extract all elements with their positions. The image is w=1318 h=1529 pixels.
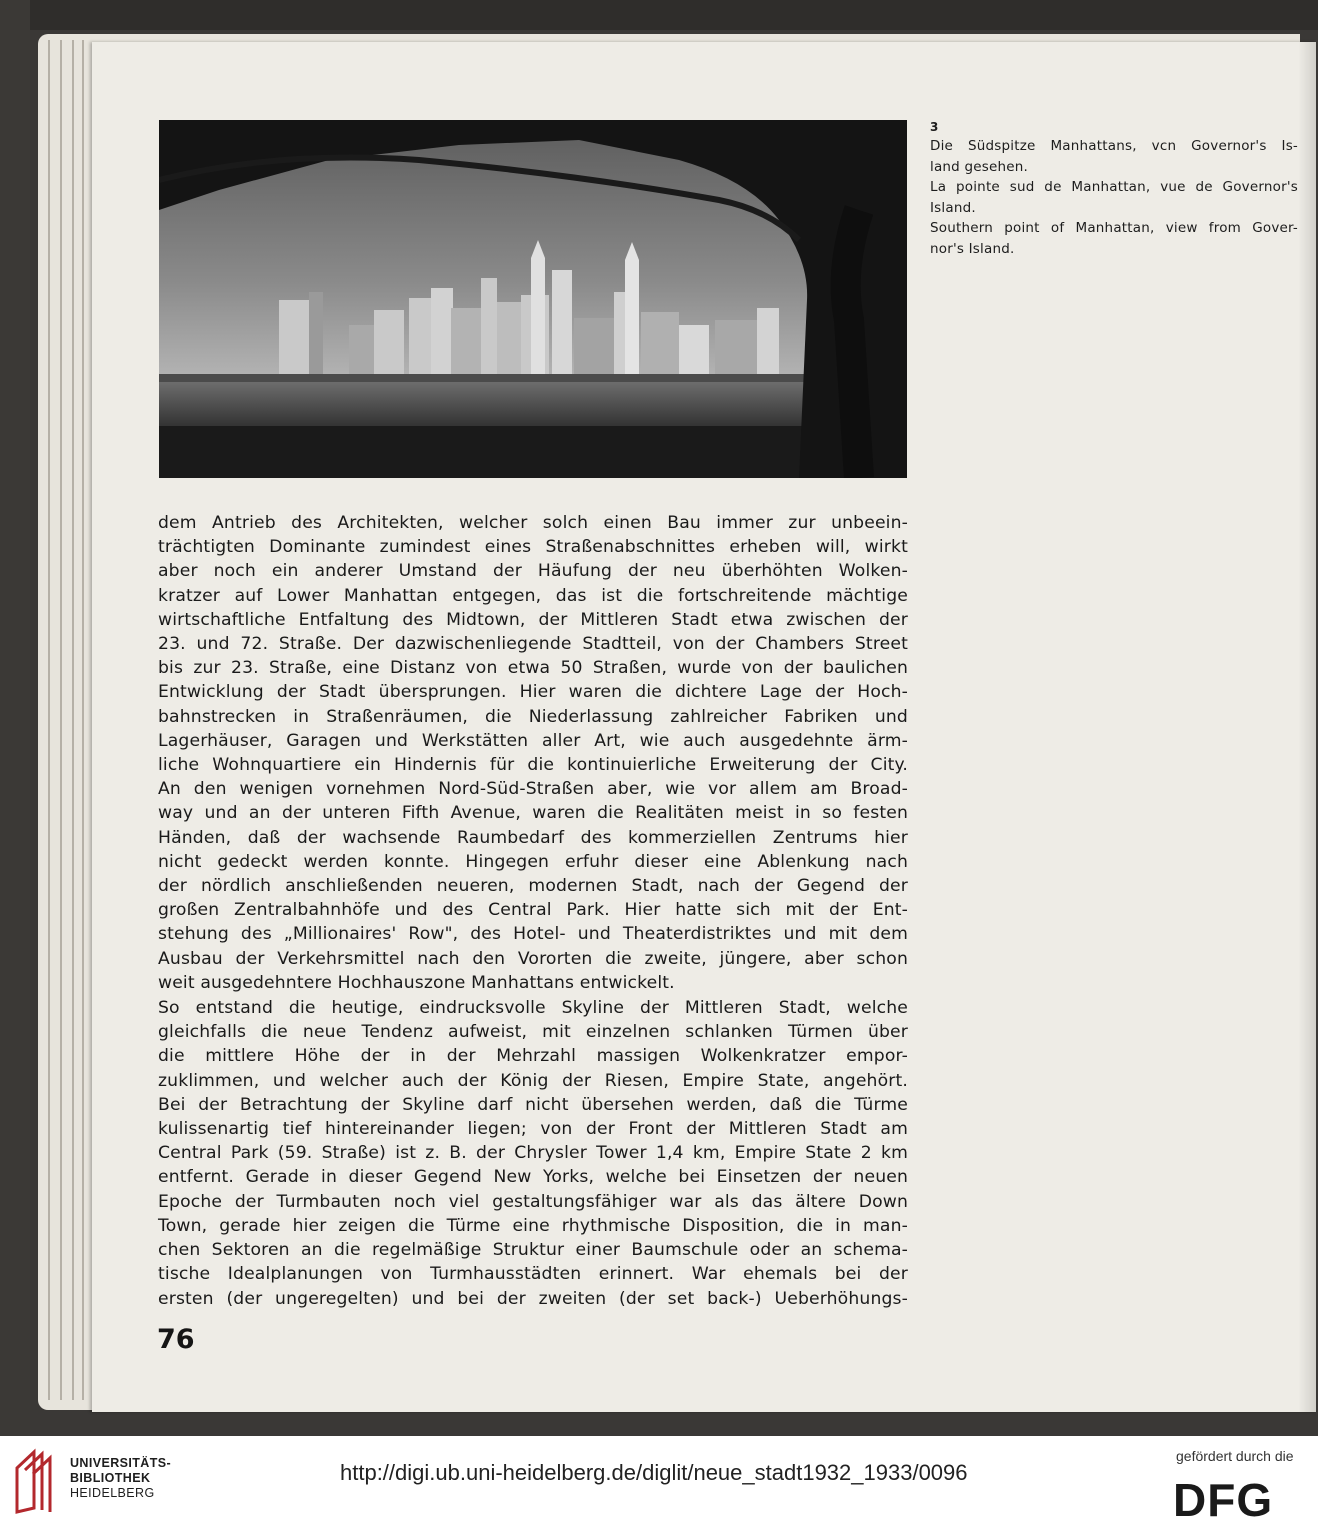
page-edge-line xyxy=(72,40,74,1400)
page-edge-line xyxy=(82,40,84,1400)
text-line: dem Antrieb des Architekten, welcher solch einen Bau immer zur unbeein- xyxy=(158,513,908,533)
scanner-background xyxy=(0,0,1318,30)
text-line: liche Wohnquartiere ein Hindernis für die kontinuierliche Erweiterung der City. xyxy=(158,755,908,776)
funding-label: gefördert durch die xyxy=(1176,1448,1294,1464)
page-number: 76 xyxy=(157,1324,195,1355)
page-edge-line xyxy=(48,40,50,1400)
text-line: Central Park (59. Straße) ist z. B. der Chrysler Tower 1,4 km, Empire State 2 km xyxy=(158,1143,908,1164)
text-line: Town, gerade hier zeigen die Türme eine rhythmische Disposition, die in man- xyxy=(158,1215,908,1236)
library-name-line: UNIVERSITÄTS- xyxy=(70,1456,172,1470)
text-line: stehung des „Millionaires' Row", des Hotel- und Theaterdistriktes und mit dem xyxy=(158,924,908,945)
text-line: wirtschaftliche Entfaltung des Midtown, der Mittleren Stadt etwa zwischen der xyxy=(158,609,908,630)
text-line: Entwicklung der Stadt übersprungen. Hier waren die dichtere Lage der Hoch- xyxy=(158,682,908,703)
text-line: trächtigten Dominante zumindest eines Straßenabschnittes erheben will, wirkt xyxy=(158,537,908,558)
text-line: zuklimmen, und welcher auch der König der Riesen, Empire State, angehört. xyxy=(158,1070,908,1091)
text-line: bahnstrecken in Straßenräumen, die Niederlassung zahlreicher Fabriken und xyxy=(158,706,908,727)
text-line: So entstand die heutige, eindrucksvolle Skyline der Mittleren Stadt, welche xyxy=(158,998,908,1019)
library-name-line: HEIDELBERG xyxy=(70,1486,155,1500)
manhattan-skyline-photo xyxy=(159,120,907,478)
text-line: ersten (der ungeregelten) und bei der zweiten (der set back-) Ueberhöhungs- xyxy=(158,1288,908,1309)
library-name-line: BIBLIOTHEK xyxy=(70,1471,151,1485)
text-line: 23. und 72. Straße. Der dazwischenliegende Stadtteil, von der Chambers Street xyxy=(158,634,908,655)
body-text xyxy=(158,511,908,1311)
text-line: Epoche der Turmbauten noch viel gestaltungsfähiger war als das ältere Down xyxy=(158,1191,908,1212)
text-line: großen Zentralbahnhöfe und des Central Park. Hier hatte sich mit der Ent- xyxy=(158,900,908,921)
page-edge-line xyxy=(60,40,62,1400)
caption-line: nor's Island. xyxy=(930,240,1015,257)
source-url-link[interactable]: http://digi.ub.uni-heidelberg.de/diglit/neue_stadt1932_1933/0096 xyxy=(340,1460,968,1485)
text-line: aber noch ein anderer Umstand der Häufung der neu überhöhten Wolken- xyxy=(158,561,908,582)
text-line: bis zur 23. Straße, eine Distanz von etwa 50 Straßen, wurde von der baulichen xyxy=(158,658,908,679)
caption-line: La pointe sud de Manhattan, vue de Governor's xyxy=(930,179,1298,195)
text-line: way und an der unteren Fifth Avenue, waren die Realitäten meist in so festen xyxy=(158,803,908,824)
page-shadow xyxy=(1298,42,1316,1412)
text-line: entfernt. Gerade in dieser Gegend New Yorks, welche bei Einsetzen der neuen xyxy=(158,1167,908,1188)
caption-line: land gesehen. xyxy=(930,158,1028,175)
caption-line: Die Südspitze Manhattans, vcn Governor's Is- xyxy=(930,138,1298,154)
library-name xyxy=(70,1456,171,1501)
scanner-background-left xyxy=(0,0,30,1440)
text-line: Bei der Betrachtung der Skyline darf nicht übersehen werden, daß die Türme xyxy=(158,1094,908,1115)
figure-caption xyxy=(930,118,1298,259)
text-line: weit ausgedehntere Hochhauszone Manhattans entwickelt. xyxy=(158,972,675,993)
text-line: nicht gedeckt werden konnte. Hingegen erfuhr dieser eine Ablenkung nach xyxy=(158,851,908,872)
digitization-footer xyxy=(0,1436,1318,1529)
figure-number: 3 xyxy=(930,120,939,134)
text-line: gleichfalls die neue Tendenz aufweist, mit einzelnen schlanken Türmen über xyxy=(158,1022,908,1043)
text-line: die mittlere Höhe der in der Mehrzahl massigen Wolkenkratzer empor- xyxy=(158,1046,908,1067)
text-line: Ausbau der Verkehrsmittel nach den Vororten die zweite, jüngere, aber schon xyxy=(158,948,908,969)
dfg-logo: DFG xyxy=(1173,1474,1274,1526)
book-page xyxy=(92,42,1316,1412)
text-line: An den wenigen vornehmen Nord-Süd-Straßen aber, wie vor allem am Broad- xyxy=(158,779,908,800)
text-line: der nördlich anschließenden neueren, modernen Stadt, nach der Gegend der xyxy=(158,876,908,897)
text-line: chen Sektoren an die regelmäßige Struktur einer Baumschule oder an schema- xyxy=(158,1240,908,1261)
text-line: Lagerhäuser, Garagen und Werkstätten aller Art, wie auch ausgedehnte ärm- xyxy=(158,730,908,751)
skyline-illustration xyxy=(159,120,907,478)
text-line: kulissenartig tief hintereinander liegen; von der Front der Mittleren Stadt am xyxy=(158,1119,908,1140)
caption-line: Southern point of Manhattan, view from Gover- xyxy=(930,220,1298,236)
text-line: Händen, daß der wachsende Raumbedarf des kommerziellen Zentrums hier xyxy=(158,827,908,848)
caption-line: Island. xyxy=(930,199,976,216)
text-line: tische Idealplanungen von Turmhausstädten erinnert. War ehemals bei der xyxy=(158,1264,908,1285)
text-line: kratzer auf Lower Manhattan entgegen, das ist die fortschreitende mächtige xyxy=(158,585,908,606)
university-library-logo-icon xyxy=(14,1448,54,1516)
